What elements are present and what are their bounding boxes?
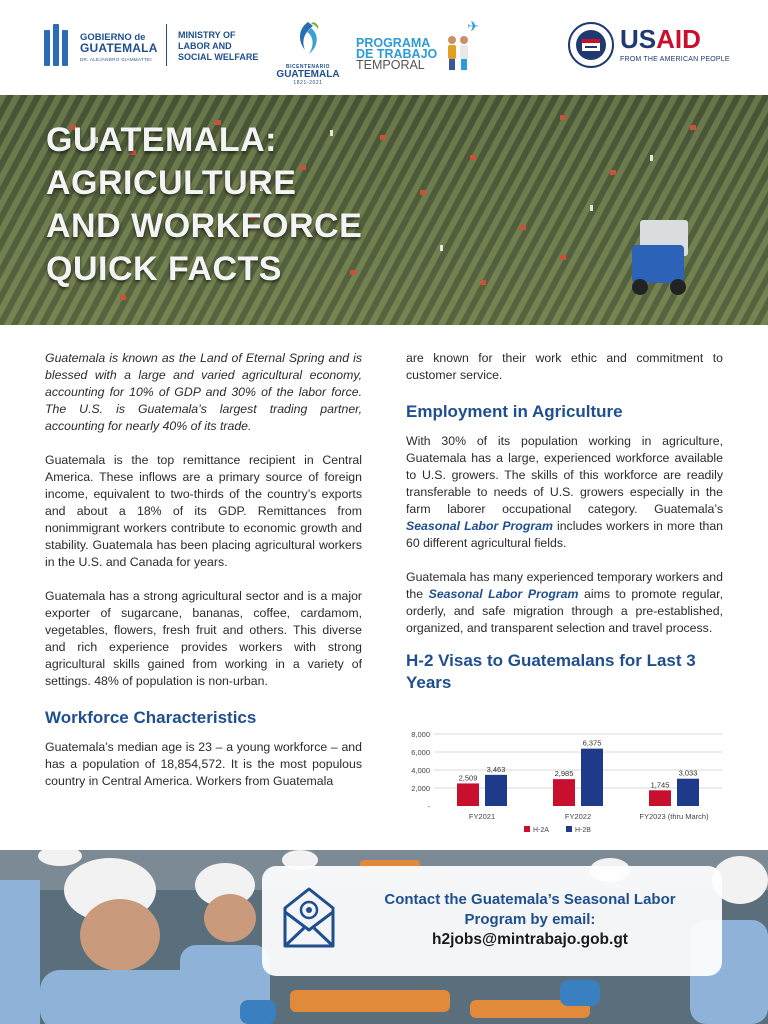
ministry-label (178, 30, 258, 63)
workers-illustration-icon (443, 32, 473, 72)
usaid-logo (568, 22, 740, 72)
airplane-icon: ✈ (467, 18, 479, 34)
logo-divider (166, 24, 167, 66)
ministry-line1: MINISTRY OF (178, 30, 236, 40)
bar-h-2a-0 (457, 783, 479, 806)
bar-h-2b-2 (677, 779, 699, 806)
data-label: 2,985 (554, 769, 574, 779)
programa-line3: TEMPORAL (356, 58, 425, 72)
data-label: 1,745 (650, 780, 670, 790)
hero-title-line1: GUATEMALA: (46, 121, 277, 159)
right-column (406, 350, 723, 704)
data-label: 6,375 (582, 738, 602, 748)
data-label: 3,033 (678, 768, 698, 778)
y-tick-label: 4,000 (411, 766, 430, 775)
x-tick-label: FY2022 (564, 812, 592, 821)
programa-line2: DE TRABAJO (356, 47, 438, 61)
y-tick-label: - (427, 802, 430, 811)
program-name-ref: Seasonal Labor Program (406, 519, 553, 533)
legend-swatch-h-2b (566, 826, 572, 832)
contact-text (350, 890, 710, 950)
hero-title (46, 119, 362, 291)
y-tick-label: 2,000 (411, 784, 430, 793)
bar-h-2b-0 (485, 775, 507, 806)
bar-h-2a-2 (649, 790, 671, 806)
bicentenario-line2: GUATEMALA (276, 69, 340, 80)
workforce-paragraph: Guatemala’s median age is 23 – a young workforce – and has a population of 18,854,572. It is the most populous country in Central America. Workers from Guatemala (45, 740, 362, 788)
gobierno-line1: GOBIERNO de (80, 32, 146, 43)
bar-h-2b-1 (581, 749, 603, 806)
bicentenario-logo (270, 20, 346, 84)
ministry-line2: LABOR AND (178, 41, 232, 51)
programa-trabajo-logo (356, 18, 481, 78)
contact-email-link[interactable]: h2jobs@mintrabajo.gob.gt (432, 931, 628, 948)
x-tick-label: FY2023 (thru March) (639, 812, 709, 821)
gobierno-line2: GUATEMALA (80, 41, 158, 55)
employment-paragraph (406, 433, 723, 552)
y-tick-label: 8,000 (411, 730, 430, 739)
agriculture-sector-paragraph: Guatemala has a strong agricultural sector and is a major exporter of sugarcane, bananas, coffee, cardamom, vegetables, flowers, fresh fruit and others. This diverse and rich experience provides workers with strong agricultural skills gained from working in a variety of settings. 48% of population is non-urban. (45, 589, 362, 688)
h2-visas-chart-svg (400, 728, 730, 838)
bicentenario-line1: BICENTENARIO (285, 64, 331, 70)
program-name-ref-2: Seasonal Labor Program (428, 587, 579, 601)
data-label: 3,463 (486, 764, 506, 774)
hero-title-line2: AGRICULTURE (46, 164, 297, 202)
contact-line1: Contact the Guatemala’s Seasonal Labor (384, 891, 676, 908)
legend-swatch-h-2a (524, 826, 530, 832)
employment-text-b: includes workers in more than 60 different agricultural fields. (406, 519, 724, 550)
gobierno-guatemala-logo (44, 22, 264, 72)
hero-title-line3: AND WORKFORCE (46, 207, 363, 245)
email-envelope-icon (280, 886, 338, 952)
x-tick-label: FY2021 (468, 812, 496, 821)
temporary-workers-paragraph (406, 569, 723, 637)
usaid-seal-icon (568, 22, 614, 68)
contact-line2: Program by email: (464, 911, 596, 928)
logo-header (0, 0, 768, 95)
employment-heading: Employment in Agriculture (406, 402, 623, 421)
hero-title-line4: QUICK FACTS (46, 250, 282, 288)
data-label: 2,509 (458, 773, 478, 783)
legend-label-h-2a: H-2A (533, 827, 549, 834)
usaid-word-us: US (620, 24, 657, 54)
y-tick-label: 6,000 (411, 748, 430, 757)
ministry-line3: SOCIAL WELFARE (178, 52, 259, 62)
legend-label-h-2b: H-2B (575, 827, 591, 834)
gobierno-line3: DR. ALEJANDRO GIAMMATTEI (80, 57, 152, 62)
hero-banner (0, 95, 768, 325)
bar-h-2a-1 (553, 779, 575, 806)
employment-text-a: With 30% of its population working in agriculture, Guatemala has a large, experienced workforce available to U.S. growers. The skills of this workforce are readily transferable to needs of U.S. growers especially in the farm laborer occupational category. Guatemala’s (406, 434, 723, 516)
continuation-paragraph: are known for their work ethic and commitment to customer service. (406, 351, 723, 382)
workforce-heading: Workforce Characteristics (45, 708, 257, 727)
gobierno-bars-icon (44, 24, 70, 66)
usaid-tagline: FROM THE AMERICAN PEOPLE (620, 56, 730, 63)
usaid-word-aid: AID (656, 24, 701, 54)
left-column (45, 350, 362, 807)
remittance-paragraph: Guatemala is the top remittance recipient in Central America. These inflows are a primary source of foreign income, equivalent to two-thirds of the country’s exports and about a 18% of its GDP. Remittances from nonimmigrant workers contribute to economic growth and stability. Guatemala has been placing agricultural workers in the U.S. and Canada for years. (45, 453, 362, 569)
temporary-text-b: aims to promote regular, orderly, and safe migration through a pre-established, organized, and transparent selection and travel process. (406, 587, 723, 635)
visas-heading: H-2 Visas to Guatemalans for Last 3 Years (406, 651, 696, 692)
bicentenario-line3: 1821-2021 (293, 80, 323, 86)
temporary-text-a: Guatemala has many experienced temporary workers and the (406, 570, 723, 601)
contact-box (262, 866, 722, 976)
intro-paragraph: Guatemala is known as the Land of Eternal Spring and is blessed with a large and varied agricultural economy, accounting for 10% of GDP and 30% of the labor force. The U.S. is Guatemala’s largest trading partner, accounting for nearly 40% of its trade. (45, 351, 362, 433)
bicentenario-swirl-icon (291, 20, 325, 58)
h2-visas-chart (400, 728, 730, 838)
programa-line1: PROGRAMA (356, 36, 431, 50)
